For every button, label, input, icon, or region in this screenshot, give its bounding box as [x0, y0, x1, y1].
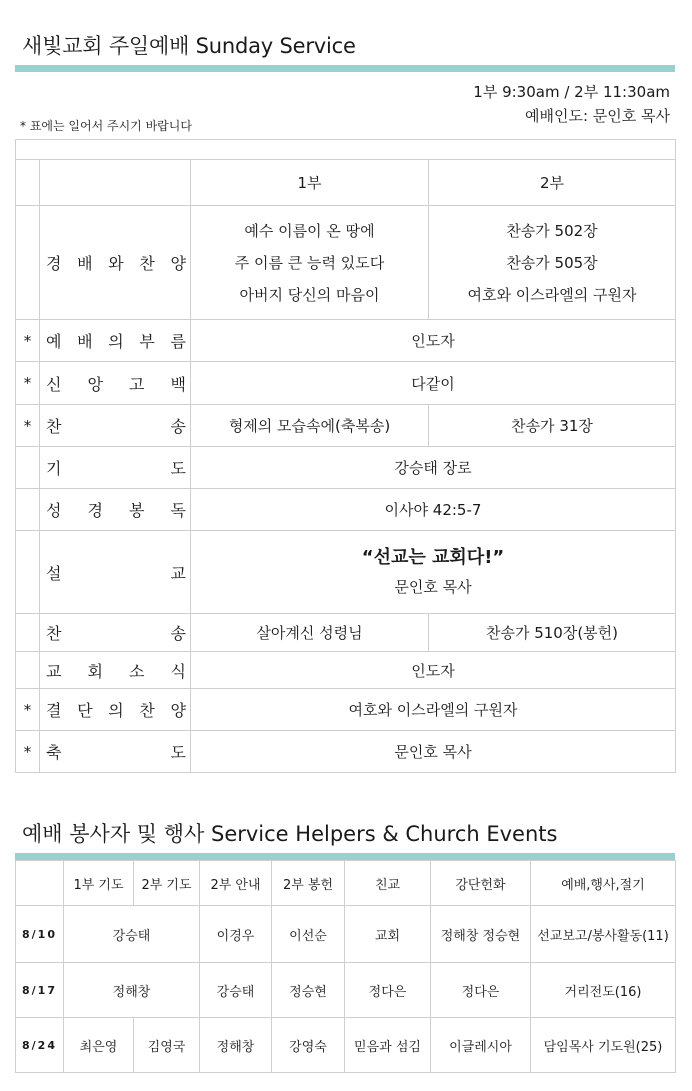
stand-marker: * — [16, 689, 40, 731]
label-char: 송 — [170, 624, 186, 643]
flowers-cell: 정다은 — [431, 963, 531, 1018]
sermon-title: “선교는 교회다!” — [361, 547, 505, 568]
title-divider — [15, 65, 675, 72]
label-char: 앙 — [87, 374, 103, 394]
song-line: 주 이름 큰 능력 있도다 — [234, 253, 385, 272]
label-char: 찬 — [46, 417, 62, 436]
row-label — [40, 531, 191, 614]
table-spacer-row — [16, 140, 676, 160]
label-char: 찬 — [139, 701, 155, 720]
stand-marker: * — [16, 320, 40, 362]
flowers-cell: 이글레시아 — [431, 1018, 531, 1073]
label-char: 축 — [46, 743, 62, 762]
event-cell: 담임목사 기도원(25) — [531, 1018, 676, 1073]
row-label — [40, 447, 191, 489]
label-char: 설 — [46, 563, 62, 583]
label-char: 성 — [46, 501, 62, 520]
table-row-sermon — [16, 531, 676, 614]
column-header-second: 2부 — [429, 160, 676, 206]
label-char: 결 — [46, 701, 62, 720]
label-char: 교 — [170, 563, 186, 583]
row-value: 강승태 장로 — [191, 447, 676, 489]
page-title: 새빛교회 주일예배 Sunday Service — [22, 34, 356, 58]
helpers-header-row — [16, 861, 676, 906]
service-info — [473, 80, 670, 128]
standing-note: * 표에는 일어서 주시기 바랍니다 — [20, 119, 192, 133]
label-char: 배 — [77, 254, 93, 273]
label-char: 부 — [139, 332, 155, 351]
stand-marker: * — [16, 405, 40, 447]
row-value-second: 찬송가 31장 — [429, 405, 676, 447]
event-cell: 거리전도(16) — [531, 963, 676, 1018]
fellowship-cell: 믿음과 섬김 — [345, 1018, 431, 1073]
table-row-benediction — [16, 731, 676, 773]
label-char: 회 — [87, 661, 103, 681]
label-char: 배 — [77, 332, 93, 351]
prayer-cell: 김영국 — [134, 1018, 200, 1073]
column-header: 강단헌화 — [431, 861, 531, 906]
table-row-hymn-1 — [16, 405, 676, 447]
stand-marker: * — [16, 362, 40, 405]
label-char: 교 — [46, 661, 62, 681]
label-char: 양 — [170, 701, 186, 720]
table-row-creed — [16, 362, 676, 405]
table-row-hymn-2 — [16, 614, 676, 652]
row-label — [40, 206, 191, 320]
offering-cell: 이선순 — [272, 906, 345, 963]
row-value: 여호와 이스라엘의 구원자 — [191, 689, 676, 731]
label-char: 경 — [87, 501, 103, 520]
table-row-prayer — [16, 447, 676, 489]
label-char: 신 — [46, 374, 62, 394]
row-value: 인도자 — [191, 652, 676, 689]
label-char: 송 — [170, 417, 186, 436]
row-label — [40, 362, 191, 405]
helpers-title: 예배 봉사자 및 행사 Service Helpers & Church Events — [22, 822, 558, 846]
row-value-first: 형제의 모습속에(축복송) — [191, 405, 429, 447]
fellowship-cell: 교회 — [345, 906, 431, 963]
prayer-cell: 정해창 — [64, 963, 200, 1018]
label-char: 예 — [46, 332, 62, 351]
praise-first-service — [191, 206, 429, 320]
label-char: 단 — [77, 701, 93, 720]
row-date: 8/17 — [16, 963, 64, 1018]
stand-marker: * — [16, 731, 40, 773]
label-char: 찬 — [139, 254, 155, 273]
sermon-preacher: 문인호 목사 — [394, 578, 472, 596]
song-line: 여호와 이스라엘의 구원자 — [467, 285, 637, 304]
row-label — [40, 405, 191, 447]
offering-cell: 강영숙 — [272, 1018, 345, 1073]
label-char: 백 — [170, 374, 186, 394]
row-label — [40, 489, 191, 531]
row-date: 8/24 — [16, 1018, 64, 1073]
song-line: 아버지 당신의 마음이 — [239, 285, 380, 304]
table-row-commitment — [16, 689, 676, 731]
helpers-divider — [15, 853, 675, 860]
label-char: 양 — [170, 254, 186, 273]
column-header: 2부 안내 — [200, 861, 272, 906]
row-value: 다같이 — [191, 362, 676, 405]
column-header: 친교 — [345, 861, 431, 906]
sermon-cell — [191, 531, 676, 614]
prayer-cell: 최은영 — [64, 1018, 134, 1073]
label-char: 봉 — [129, 501, 145, 520]
row-value: 인도자 — [191, 320, 676, 362]
row-value-second: 찬송가 510장(봉헌) — [429, 614, 676, 652]
row-value: 이사야 42:5-7 — [191, 489, 676, 531]
table-row — [16, 906, 676, 963]
label-char: 식 — [170, 661, 186, 681]
column-header-first: 1부 — [191, 160, 429, 206]
row-label — [40, 731, 191, 773]
service-times: 1부 9:30am / 2부 11:30am — [473, 83, 670, 101]
column-header: 예배,행사,절기 — [531, 861, 676, 906]
table-row-call-to-worship — [16, 320, 676, 362]
label-char: 기 — [46, 459, 62, 478]
row-label — [40, 652, 191, 689]
table-row-scripture — [16, 489, 676, 531]
label-char: 소 — [129, 661, 145, 681]
row-date: 8/10 — [16, 906, 64, 963]
flowers-cell: 정해창 정승현 — [431, 906, 531, 963]
row-value: 문인호 목사 — [191, 731, 676, 773]
label-char: 독 — [170, 501, 186, 520]
label-char: 름 — [170, 332, 186, 351]
praise-second-service — [429, 206, 676, 320]
table-row-praise — [16, 206, 676, 320]
label-char: 도 — [170, 743, 186, 762]
row-label — [40, 689, 191, 731]
row-label — [40, 320, 191, 362]
row-label — [40, 614, 191, 652]
prayer-cell: 강승태 — [64, 906, 200, 963]
table-row — [16, 963, 676, 1018]
helpers-table — [15, 860, 676, 1073]
column-header: 2부 봉헌 — [272, 861, 345, 906]
song-line: 찬송가 502장 — [506, 221, 598, 240]
guide-cell: 정해창 — [200, 1018, 272, 1073]
event-cell: 선교보고/봉사활동(11) — [531, 906, 676, 963]
label-char: 고 — [129, 374, 145, 394]
fellowship-cell: 정다은 — [345, 963, 431, 1018]
label-char: 와 — [108, 254, 124, 273]
table-row — [16, 1018, 676, 1073]
guide-cell: 이경우 — [200, 906, 272, 963]
label-char: 찬 — [46, 624, 62, 643]
song-line: 예수 이름이 온 땅에 — [244, 221, 375, 240]
offering-cell: 정승현 — [272, 963, 345, 1018]
table-row-news — [16, 652, 676, 689]
song-line: 찬송가 505장 — [506, 253, 598, 272]
order-of-service-table — [15, 139, 676, 773]
label-char: 경 — [46, 254, 62, 273]
service-leader: 예배인도: 문인호 목사 — [524, 107, 670, 125]
label-char: 의 — [108, 701, 124, 720]
label-char: 의 — [108, 332, 124, 351]
row-value-first: 살아계신 성령님 — [191, 614, 429, 652]
column-header: 1부 기도 — [64, 861, 134, 906]
column-header: 2부 기도 — [134, 861, 200, 906]
table-header-row — [16, 160, 676, 206]
label-char: 도 — [170, 459, 186, 478]
guide-cell: 강승태 — [200, 963, 272, 1018]
